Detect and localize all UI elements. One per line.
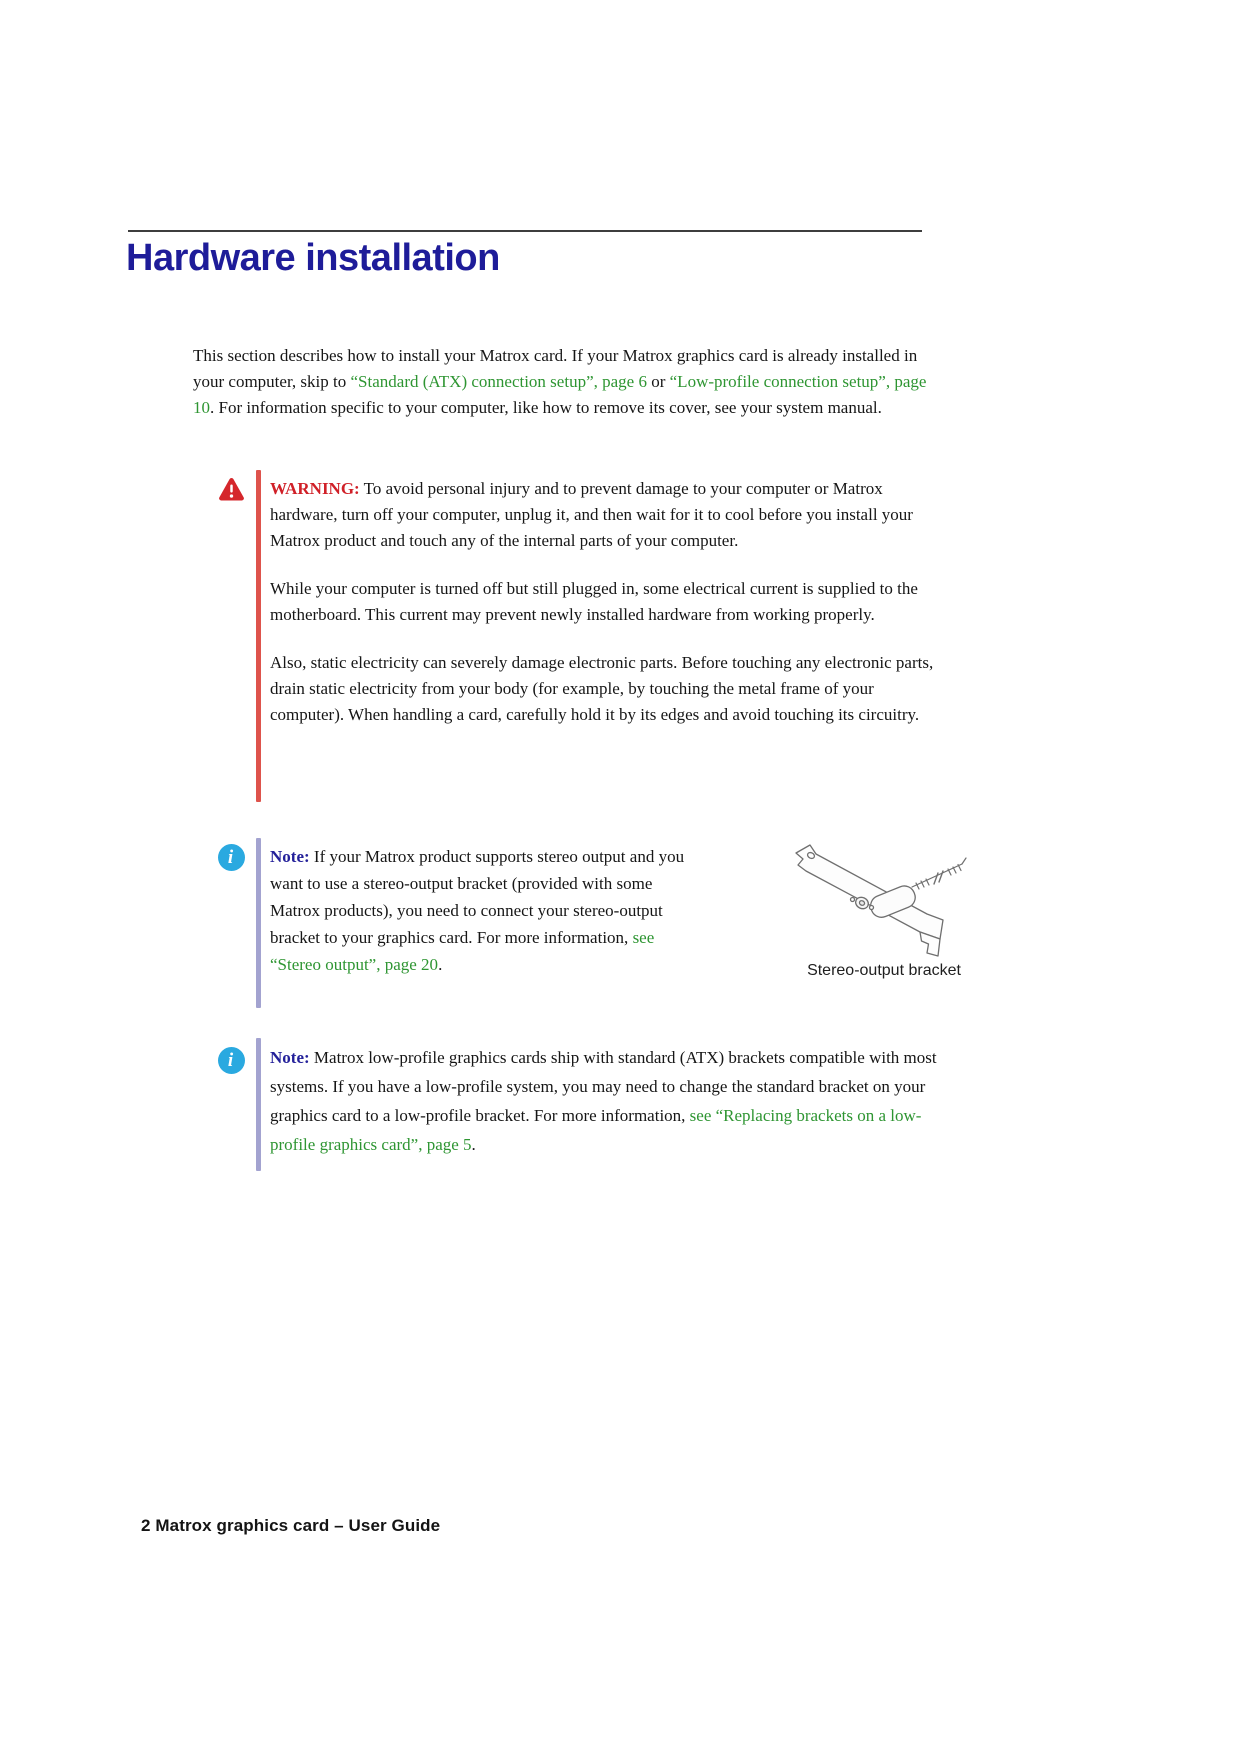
link-standard-atx-connection-setup[interactable]: “Standard (ATX) connection setup”, page 6 [350, 372, 647, 391]
warning-paragraph-2: While your computer is turned off but still plugged in, some electrical current is supplied to the motherboard. This current may prevent newly installed hardware from working properly. [270, 579, 918, 624]
note1-body-text: If your Matrox product supports stereo output and you want to use a stereo-output bracket (provided with some Matrox products), you need to connect your stereo-output bracket to your graphics card. For more information, [270, 847, 685, 947]
note1-rule-bar [256, 838, 261, 1008]
warning-rule-bar [256, 470, 261, 802]
info-icon-glyph: i [227, 1050, 234, 1071]
note-low-profile-callout [205, 1038, 949, 1171]
warning-icon-column [205, 470, 245, 802]
warning-callout [205, 470, 949, 802]
warning-text [270, 470, 949, 802]
note1-text-post: . [438, 955, 443, 974]
note1-icon-column [205, 838, 245, 1008]
note2-text [270, 1038, 949, 1171]
stereo-output-bracket-figure [788, 840, 980, 980]
note2-body-text: Matrox low-profile graphics cards ship with standard (ATX) brackets compatible with most systems. If you have a low-profile system, you may need to change the standard bracket on your graphics card to a low-profile bracket. For more information, [270, 1048, 937, 1125]
warning-label: WARNING: [270, 479, 360, 498]
link-low-profile-connection-setup[interactable]: “Low-profile connection setup”, page 10 [193, 372, 927, 417]
note1-text [270, 838, 700, 1008]
info-icon-glyph: i [227, 847, 234, 868]
note2-text-post: . [471, 1135, 476, 1154]
warning-paragraph-1-text: To avoid personal injury and to prevent damage to your computer or Matrox hardware, turn off your computer, unplug it, and then wait for it to cool before you install your Matrox product and touch any of the internal parts of your computer. [270, 479, 913, 550]
intro-text-pre: This section describes how to install your Matrox card. If your Matrox graphics card is already installed in your computer, skip to [193, 346, 918, 391]
note2-rule-bar [256, 1038, 261, 1171]
page-title: Hardware installation [126, 237, 500, 279]
note2-icon-column [205, 1038, 245, 1171]
warning-triangle-icon [218, 477, 245, 502]
stereo-output-bracket-illustration [788, 840, 980, 960]
link-stereo-output[interactable]: see “Stereo output”, page 20 [270, 928, 655, 974]
page-footer: 2 Matrox graphics card – User Guide [141, 1516, 441, 1535]
intro-text-mid: or [646, 372, 670, 391]
link-replacing-brackets[interactable]: see “Replacing brackets on a low-profile graphics card”, page 5 [270, 1106, 922, 1154]
note2-label: Note: [270, 1048, 310, 1067]
info-icon [218, 1047, 245, 1074]
intro-text-post: . For information specific to your computer, like how to remove its cover, see your system manual. [210, 398, 882, 417]
note1-label: Note: [270, 847, 310, 866]
warning-paragraph-3: Also, static electricity can severely damage electronic parts. Before touching any electronic parts, drain static electricity from your body (for example, by touching the metal frame of your computer). When handling a card, carefully hold it by its edges and avoid touching its circuitry. [270, 653, 934, 724]
warning-paragraph-1 [270, 476, 949, 554]
intro-paragraph [193, 343, 945, 421]
info-icon [218, 844, 245, 871]
section-divider-rule [128, 230, 922, 232]
figure-caption: Stereo-output bracket [807, 962, 961, 979]
